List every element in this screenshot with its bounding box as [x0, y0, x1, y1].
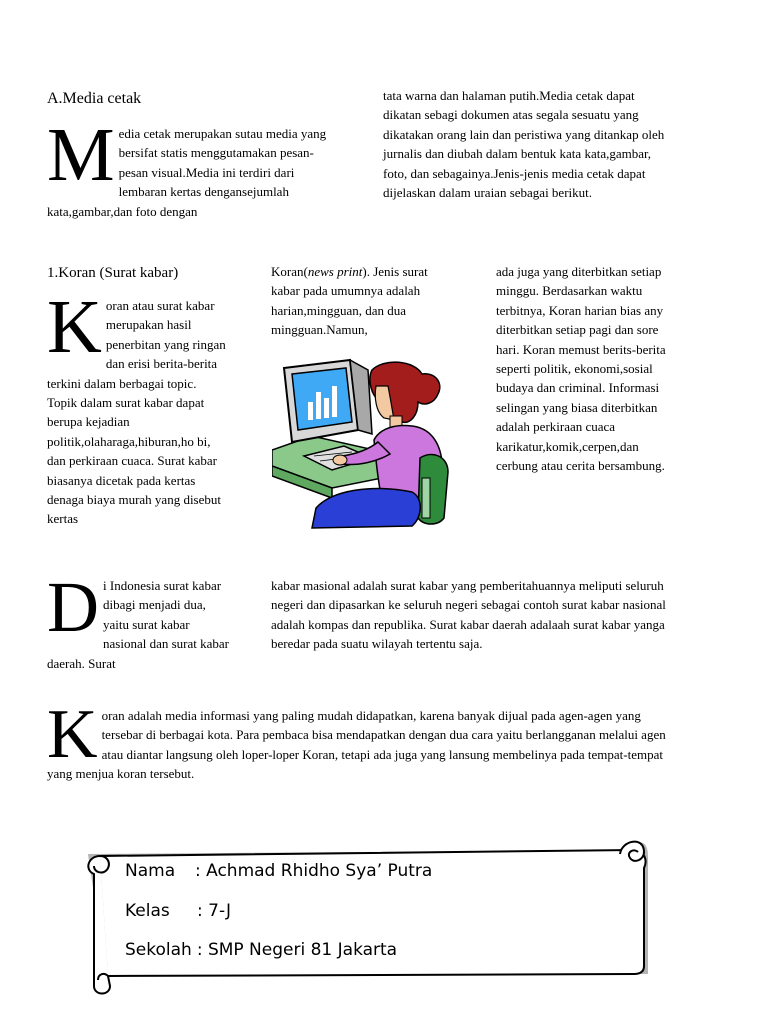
dropcap-k: K [47, 285, 102, 369]
woman-at-computer-icon [272, 358, 450, 530]
koran-column-2 [271, 262, 451, 340]
nama-value: : Achmad Rhidho Sya’ Putra [195, 861, 433, 881]
koran-col2-italic: news print [307, 264, 363, 279]
sekolah-row [125, 940, 397, 960]
dropcap-d: D [47, 567, 99, 647]
dropcap-k-second: K [47, 696, 98, 773]
koran2-text: oran adalah media informasi yang paling mudah didapatkan, karena banyak dijual pada agen-agen yang tersebar di berbagai kota. Para pembaca bisa mendapatkan dengan dua cara yaitu berlangganan melalui agen atau diantar langsung oleh loper-loper Koran, tetapi ada juga yang lansung membelinya pada tempat-tempat yang menjua koran tersebut. [47, 708, 666, 782]
dropcap-m: M [47, 113, 115, 197]
section-a-heading: A.Media cetak [47, 90, 142, 107]
nama-label: Nama [125, 861, 176, 881]
koran-col2-paragraph [271, 262, 451, 340]
koran-col2-text: ). Jenis surat kabar pada umumnya adalah harian,mingguan, dan dua mingguan.Namun, [271, 264, 428, 338]
koran-column-3 [496, 262, 676, 475]
nama-row [125, 861, 432, 881]
section-a-left-text: edia cetak merupakan sutau media yang bersifat statis menggutamakan pesan-pesan visual.Media ini terdiri dari lembaran kertas dengansejumlah kata,gambar,dan foto dengan [47, 126, 327, 219]
kelas-value: : 7-J [197, 901, 232, 921]
sekolah-value: : SMP Negeri 81 Jakarta [196, 940, 398, 960]
section-a-right-column [383, 86, 673, 202]
koran-col1-text: oran atau surat kabar merupakan hasil penerbitan yang ringan dan erisi berita-berita terkini dalam berbagai topic. Topik dalam surat kabar dapat berupa kejadian politik,olaharaga,hiburan,ho bi, dan perkiraan cuaca. Surat kabar biasanya dicetak pada kertas denaga biaya murah yang disebut kertas [47, 298, 226, 527]
koran2-paragraph-block [47, 696, 675, 784]
koran-col2-prefix: Koran( [271, 264, 308, 279]
kelas-label: Kelas [125, 901, 170, 921]
indonesia-left-text: i Indonesia surat kabar dibagi menjadi dua, yaitu surat kabar nasional dan surat kabar daerah. Surat [47, 578, 229, 671]
indonesia-left-column [47, 567, 229, 673]
indonesia-right-column [271, 576, 675, 654]
koran-column-1 [47, 285, 229, 529]
section-a-left-column [47, 113, 335, 221]
indonesia-right-text: kabar masional adalah surat kabar yang pemberitahuannya meliputi seluruh negeri dan dipasarkan ke seluruh negeri sebagai contoh surat kabar nasional adalah kompas dan republika. Surat kabar daerah adalaah surat kabar yanga beredar pada suatu wilayah tertentu saja. [271, 578, 666, 652]
kelas-row [125, 901, 231, 921]
koran-heading: 1.Koran (Surat kabar) [47, 265, 179, 281]
koran-col3-text: ada juga yang diterbitkan setiap minggu. Berdasarkan waktu terbitnya, Koran harian bias any diterbitkan setiap pagi dan sore hari. Koran memust berits-berita seperti politik, ekonomi,sosial budaya dan criminal. Informasi selingan yang biasa diterbitkan adalah perkiraan cuaca karikatur,komik,cerpen,dan cerbung atau cerita bersambung. [496, 264, 666, 474]
sekolah-label: Sekolah [125, 940, 192, 960]
section-a-right-text: tata warna dan halaman putih.Media cetak dapat dikatan sebagi dokumen atas segala sesuatu yang dikatakan orang lain dan peristiwa yang ditankap oleh jurnalis dan diubah dalam bentuk kata kata,gambar, foto, dan sebagainya.Jenis-jenis media cetak dapat dijelaskan dalam uraian sebagai berikut. [383, 88, 665, 201]
